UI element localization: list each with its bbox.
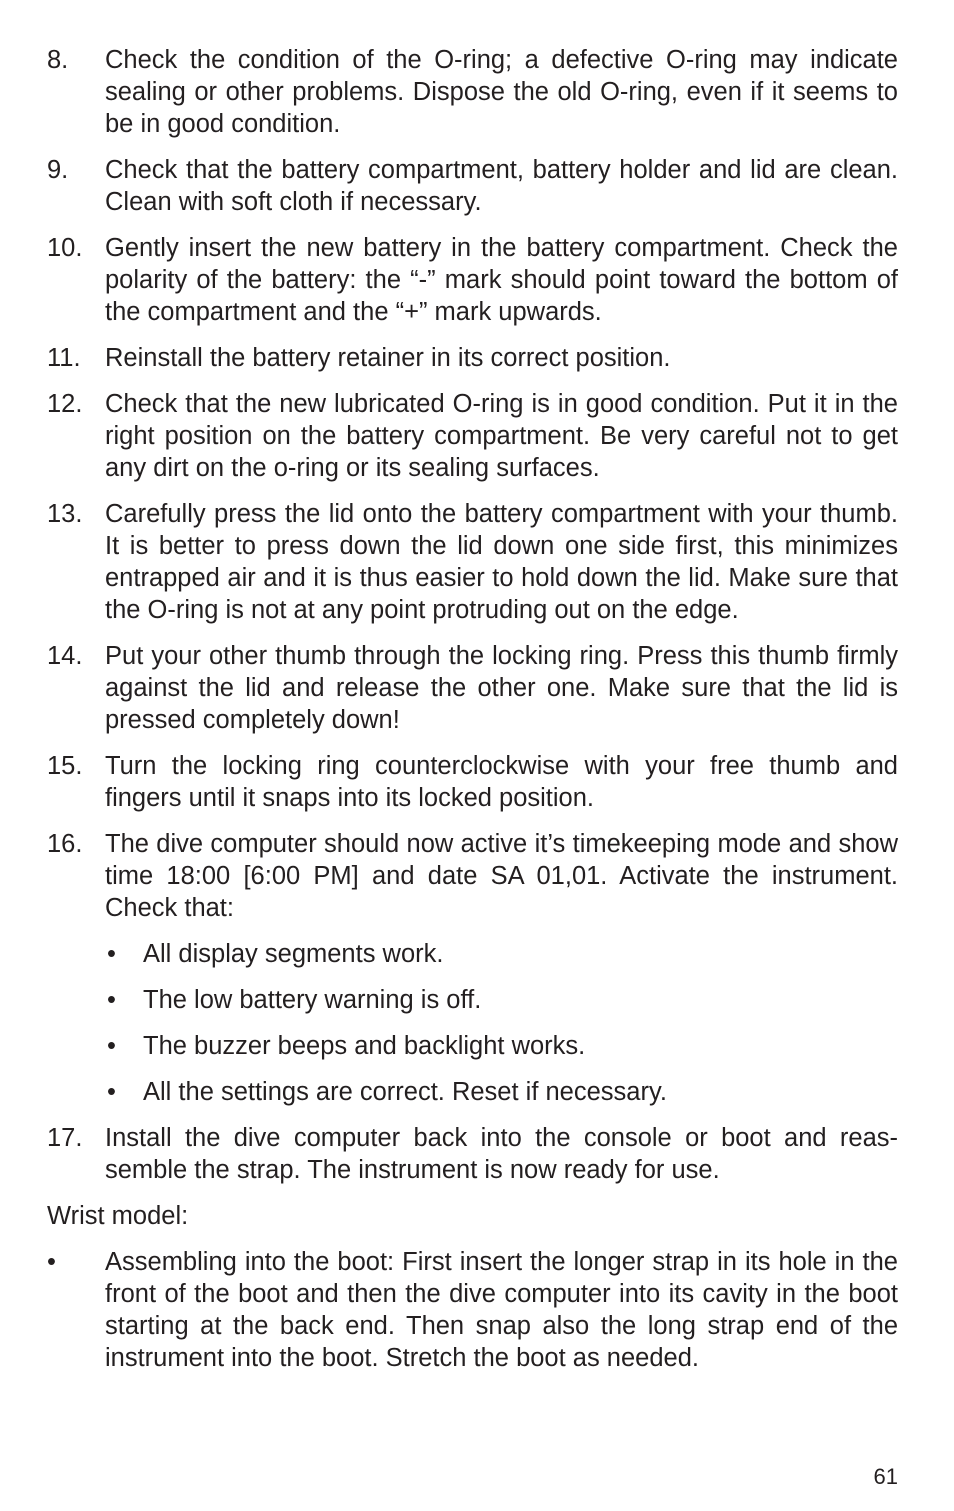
wrist-model-text: Assembling into the boot: First insert the longer strap in its hole in the front of the boot and then the dive computer into its cavity in the boot starting at the back end. Then snap also the long strap end of the instrument into the boot. Stretch the boot as needed.: [105, 1248, 898, 1372]
step-10: [47, 232, 898, 328]
step-text: Check that the new lubricated O-ring is in good condition. Put it in the right position on the battery compartment. Be very careful not to get any dirt on the o-ring or its sealing surfaces.: [105, 390, 898, 482]
step-9: [47, 154, 898, 218]
bullet-icon: •: [107, 940, 116, 968]
list-item: [105, 1030, 898, 1062]
bullet-icon: •: [107, 986, 116, 1014]
check-list: [105, 938, 898, 1108]
list-item: [105, 984, 898, 1016]
step-number: 8.: [47, 46, 69, 74]
step-15: [47, 750, 898, 814]
step-text: Carefully press the lid onto the battery compartment with your thumb. It is better to press down the lid down one side first, this minimizes entrapped air and it is thus easier to hold down the lid. Make sure that the O-ring is not at any point protruding out on the edge.: [105, 500, 898, 624]
step-number: 10.: [47, 234, 83, 262]
step-text: Check that the battery compartment, battery holder and lid are clean. Clean with soft cloth if necessary.: [105, 156, 898, 216]
step-number: 12.: [47, 390, 83, 418]
list-item: [105, 938, 898, 970]
step-number: 13.: [47, 500, 83, 528]
list-item-text: The buzzer beeps and backlight works.: [143, 1032, 586, 1060]
manual-page-body: [47, 44, 898, 1374]
step-text: Reinstall the battery retainer in its correct position.: [105, 344, 671, 372]
list-item-text: The low battery warning is off.: [143, 986, 482, 1014]
list-item: [105, 1076, 898, 1108]
bullet-icon: •: [107, 1078, 116, 1106]
step-number: 9.: [47, 156, 69, 184]
step-text: Install the dive computer back into the console or boot and reassemble the strap. The instrument is now ready for use.: [105, 1124, 898, 1184]
step-number: 14.: [47, 642, 83, 670]
step-text: Put your other thumb through the locking ring. Press this thumb firmly against the lid and release the other one. Make sure that the lid is pressed completely down!: [105, 642, 898, 734]
step-11: [47, 342, 898, 374]
step-number: 17.: [47, 1124, 83, 1152]
step-16: [47, 828, 898, 924]
step-number: 16.: [47, 830, 83, 858]
step-number: 11.: [47, 344, 81, 372]
step-text: Turn the locking ring counterclockwise with your free thumb and fingers until it snaps into its locked position.: [105, 752, 898, 812]
step-13: [47, 498, 898, 626]
step-12: [47, 388, 898, 484]
bullet-icon: •: [47, 1248, 56, 1276]
page-number: 61: [873, 1464, 898, 1489]
step-number: 15.: [47, 752, 83, 780]
step-text: Gently insert the new battery in the battery compartment. Check the polarity of the battery: the “-” mark should point toward the bottom of the compartment and the “+” mark upwards.: [105, 234, 898, 326]
wrist-model-item: [47, 1246, 898, 1374]
step-8: [47, 44, 898, 140]
bullet-icon: •: [107, 1032, 116, 1060]
step-14: [47, 640, 898, 736]
wrist-model-heading: Wrist model:: [47, 1202, 189, 1230]
list-item-text: All the settings are correct. Reset if necessary.: [143, 1078, 667, 1106]
list-item-text: All display segments work.: [143, 940, 444, 968]
step-17: [47, 1122, 898, 1186]
step-text: Check the condition of the O-ring; a defective O-ring may indicate sealing or other problems. Dispose the old O-ring, even if it seems to be in good condition.: [105, 46, 898, 138]
step-text: The dive computer should now active it’s timekeeping mode and show time 18:00 [6:00 PM] and date SA 01,01. Activate the instrument. Check that:: [105, 830, 898, 922]
